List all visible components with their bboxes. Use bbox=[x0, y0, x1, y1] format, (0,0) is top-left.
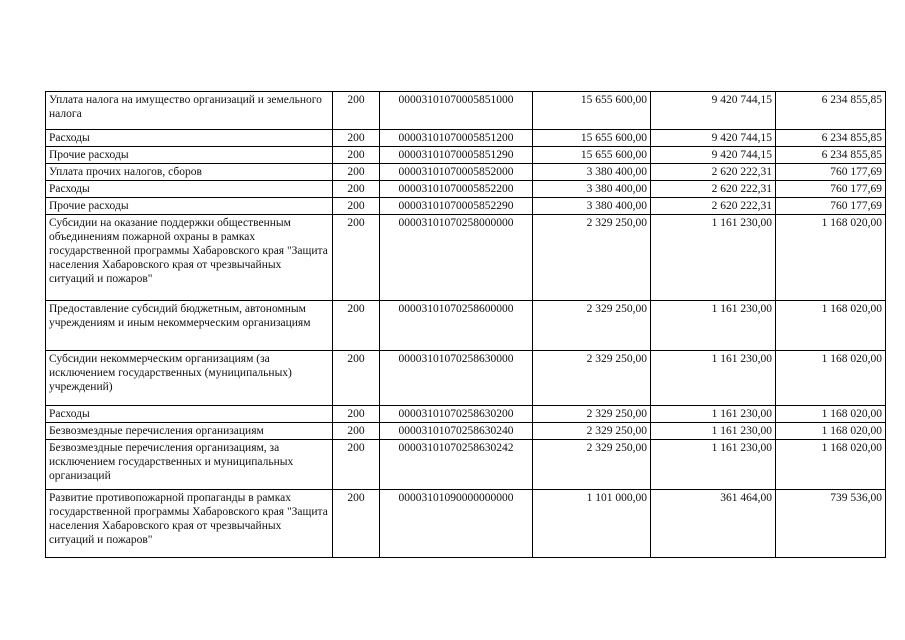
cell-approved-amount: 2 329 250,00 bbox=[533, 351, 651, 406]
cell-name: Развитие противопожарной пропаганды в рамках государственной программы Хабаровского края "Защита населения Хабаровского края от чрезвычайных ситуаций и пожаров" bbox=[46, 490, 333, 558]
cell-approved-amount: 1 101 000,00 bbox=[533, 490, 651, 558]
cell-status-code: 200 bbox=[333, 147, 380, 164]
cell-classification-code: 00003101070258630242 bbox=[380, 440, 533, 490]
cell-approved-amount: 2 329 250,00 bbox=[533, 406, 651, 423]
cell-remaining-amount: 6 234 855,85 bbox=[776, 130, 886, 147]
cell-approved-amount: 15 655 600,00 bbox=[533, 92, 651, 130]
cell-executed-amount: 1 161 230,00 bbox=[651, 301, 776, 351]
cell-remaining-amount: 760 177,69 bbox=[776, 164, 886, 181]
cell-name: Уплата налога на имущество организаций и земельного налога bbox=[46, 92, 333, 130]
cell-classification-code: 00003101070005852200 bbox=[380, 181, 533, 198]
cell-status-code: 200 bbox=[333, 130, 380, 147]
table-row bbox=[46, 423, 886, 440]
table-row bbox=[46, 181, 886, 198]
cell-executed-amount: 361 464,00 bbox=[651, 490, 776, 558]
cell-approved-amount: 2 329 250,00 bbox=[533, 301, 651, 351]
cell-name: Расходы bbox=[46, 181, 333, 198]
cell-remaining-amount: 1 168 020,00 bbox=[776, 440, 886, 490]
cell-executed-amount: 1 161 230,00 bbox=[651, 215, 776, 301]
cell-remaining-amount: 6 234 855,85 bbox=[776, 147, 886, 164]
cell-executed-amount: 9 420 744,15 bbox=[651, 130, 776, 147]
cell-status-code: 200 bbox=[333, 440, 380, 490]
table-row bbox=[46, 92, 886, 130]
cell-status-code: 200 bbox=[333, 406, 380, 423]
cell-name: Прочие расходы bbox=[46, 198, 333, 215]
cell-classification-code: 00003101070005851000 bbox=[380, 92, 533, 130]
cell-classification-code: 00003101070258630000 bbox=[380, 351, 533, 406]
cell-approved-amount: 15 655 600,00 bbox=[533, 130, 651, 147]
cell-remaining-amount: 6 234 855,85 bbox=[776, 92, 886, 130]
table-row bbox=[46, 490, 886, 558]
cell-approved-amount: 2 329 250,00 bbox=[533, 423, 651, 440]
cell-executed-amount: 2 620 222,31 bbox=[651, 198, 776, 215]
table-row bbox=[46, 440, 886, 490]
cell-name: Безвозмездные перечисления организациям, за исключением государственных и муниципальных организаций bbox=[46, 440, 333, 490]
cell-status-code: 200 bbox=[333, 351, 380, 406]
cell-remaining-amount: 1 168 020,00 bbox=[776, 406, 886, 423]
cell-executed-amount: 9 420 744,15 bbox=[651, 92, 776, 130]
table-row bbox=[46, 215, 886, 301]
cell-status-code: 200 bbox=[333, 423, 380, 440]
cell-status-code: 200 bbox=[333, 92, 380, 130]
cell-executed-amount: 2 620 222,31 bbox=[651, 164, 776, 181]
table-row bbox=[46, 164, 886, 181]
cell-remaining-amount: 1 168 020,00 bbox=[776, 301, 886, 351]
cell-executed-amount: 1 161 230,00 bbox=[651, 406, 776, 423]
cell-remaining-amount: 739 536,00 bbox=[776, 490, 886, 558]
cell-remaining-amount: 1 168 020,00 bbox=[776, 351, 886, 406]
cell-status-code: 200 bbox=[333, 215, 380, 301]
cell-status-code: 200 bbox=[333, 490, 380, 558]
cell-executed-amount: 1 161 230,00 bbox=[651, 351, 776, 406]
cell-remaining-amount: 1 168 020,00 bbox=[776, 423, 886, 440]
cell-classification-code: 00003101070258000000 bbox=[380, 215, 533, 301]
cell-classification-code: 00003101070258600000 bbox=[380, 301, 533, 351]
cell-name: Уплата прочих налогов, сборов bbox=[46, 164, 333, 181]
cell-executed-amount: 1 161 230,00 bbox=[651, 423, 776, 440]
cell-remaining-amount: 1 168 020,00 bbox=[776, 215, 886, 301]
table-row bbox=[46, 406, 886, 423]
table-row bbox=[46, 351, 886, 406]
cell-name: Расходы bbox=[46, 406, 333, 423]
cell-approved-amount: 15 655 600,00 bbox=[533, 147, 651, 164]
cell-name: Предоставление субсидий бюджетным, автономным учреждениям и иным некоммерческим организациям bbox=[46, 301, 333, 351]
table-row bbox=[46, 147, 886, 164]
cell-name: Безвозмездные перечисления организациям bbox=[46, 423, 333, 440]
cell-remaining-amount: 760 177,69 bbox=[776, 198, 886, 215]
cell-classification-code: 00003101070005852000 bbox=[380, 164, 533, 181]
budget-table-body bbox=[46, 92, 886, 558]
cell-name: Субсидии некоммерческим организациям (за исключением государственных (муниципальных) учреждений) bbox=[46, 351, 333, 406]
budget-table bbox=[45, 91, 886, 558]
cell-name: Расходы bbox=[46, 130, 333, 147]
cell-approved-amount: 3 380 400,00 bbox=[533, 181, 651, 198]
cell-status-code: 200 bbox=[333, 198, 380, 215]
cell-classification-code: 00003101070005851200 bbox=[380, 130, 533, 147]
cell-approved-amount: 3 380 400,00 bbox=[533, 164, 651, 181]
cell-classification-code: 00003101070258630200 bbox=[380, 406, 533, 423]
cell-executed-amount: 2 620 222,31 bbox=[651, 181, 776, 198]
cell-executed-amount: 9 420 744,15 bbox=[651, 147, 776, 164]
cell-classification-code: 00003101070005852290 bbox=[380, 198, 533, 215]
table-row bbox=[46, 130, 886, 147]
cell-name: Субсидии на оказание поддержки общественным объединениям пожарной охраны в рамках государственной программы Хабаровского края "Защита населения Хабаровского края от чрезвычайных ситуаций и пожаров" bbox=[46, 215, 333, 301]
cell-classification-code: 00003101070258630240 bbox=[380, 423, 533, 440]
cell-approved-amount: 3 380 400,00 bbox=[533, 198, 651, 215]
cell-approved-amount: 2 329 250,00 bbox=[533, 440, 651, 490]
table-row bbox=[46, 301, 886, 351]
cell-status-code: 200 bbox=[333, 164, 380, 181]
cell-status-code: 200 bbox=[333, 181, 380, 198]
cell-executed-amount: 1 161 230,00 bbox=[651, 440, 776, 490]
cell-classification-code: 00003101090000000000 bbox=[380, 490, 533, 558]
cell-name: Прочие расходы bbox=[46, 147, 333, 164]
cell-classification-code: 00003101070005851290 bbox=[380, 147, 533, 164]
table-row bbox=[46, 198, 886, 215]
cell-remaining-amount: 760 177,69 bbox=[776, 181, 886, 198]
cell-status-code: 200 bbox=[333, 301, 380, 351]
cell-approved-amount: 2 329 250,00 bbox=[533, 215, 651, 301]
